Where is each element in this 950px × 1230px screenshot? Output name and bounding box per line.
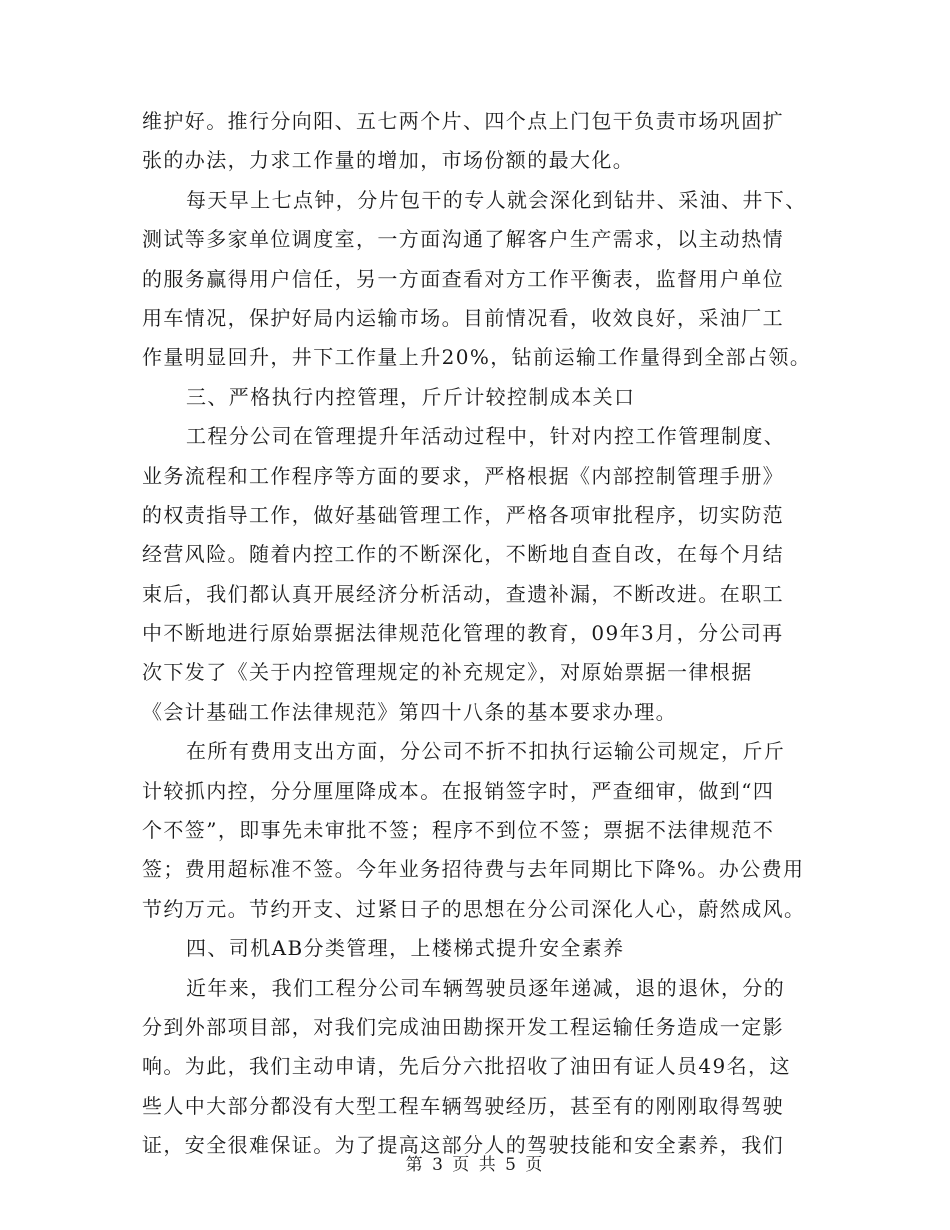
- text-line: 《会计基础工作法律规范》第四十八条的基本要求办理。: [142, 699, 677, 724]
- text-line: 响。为此，我们主动申请，先后分六批招收了油田有证人员49名，这: [142, 1054, 791, 1079]
- text-line: 束后，我们都认真开展经济分析活动，查遗补漏，不断改进。在职工: [142, 581, 784, 606]
- text-line: 维护好。推行分向阳、五七两个片、四个点上门包干负责市场巩固扩: [142, 109, 784, 133]
- text-line: 分到外部项目部，对我们完成油田勘探开发工程运输任务造成一定影: [142, 1014, 784, 1039]
- text-line: 测试等多家单位调度室，一方面沟通了解客户生产需求，以主动热情: [142, 227, 784, 252]
- text-line: 节约万元。节约开支、过紧日子的思想在分公司深化人心，蔚然成风。: [142, 896, 806, 921]
- text-line: 业务流程和工作程序等方面的要求，严格根据《内部控制管理手册》: [142, 463, 784, 488]
- text-line: 些人中大部分都没有大型工程车辆驾驶经历，甚至有的刚刚取得驾驶: [142, 1093, 784, 1118]
- text-line: 计较抓内控，分分厘厘降成本。在报销签字时，严查细审，做到“四: [142, 778, 775, 803]
- text-line: 张的办法，力求工作量的增加，市场份额的最大化。: [142, 148, 635, 173]
- section-heading: 三、严格执行内控管理，斤斤计较控制成本关口: [186, 384, 636, 409]
- text-line: 近年来，我们工程分公司车辆驾驶员逐年递减，退的退休，分的: [186, 975, 786, 1000]
- text-line: 工程分公司在管理提升年活动过程中，针对内控工作管理制度、: [186, 424, 786, 449]
- text-line: 的权责指导工作，做好基础管理工作，严格各项审批程序，切实防范: [142, 502, 784, 527]
- document-body: [142, 102, 812, 1166]
- text-line: 作量明显回升，井下工作量上升20%，钻前运输工作量得到全部占领。: [142, 345, 812, 370]
- text-line: 用车情况，保护好局内运输市场。目前情况看，收效良好，采油厂工: [142, 305, 784, 330]
- text-line: 经营风险。随着内控工作的不断深化，不断地自查自改，在每个月结: [142, 542, 784, 567]
- text-line: 每天早上七点钟，分片包干的专人就会深化到钻井、采油、井下、: [186, 187, 807, 212]
- page-number-footer: 第 3 页 共 5 页: [405, 1155, 545, 1175]
- text-line: 签；费用超标准不签。今年业务招待费与去年同期比下降%。办公费用: [142, 857, 805, 882]
- text-line: 个不签”，即事先未审批不签；程序不到位不签；票据不法律规范不: [142, 818, 775, 843]
- section-heading: 四、司机AB分类管理，上楼梯式提升安全素养: [186, 936, 625, 961]
- text-line: 中不断地进行原始票据法律规范化管理的教育，09年3月，分公司再: [142, 621, 784, 646]
- text-line: 次下发了《关于内控管理规定的补充规定》，对原始票据一律根据: [142, 660, 753, 685]
- text-line: 证，安全很难保证。为了提高这部分人的驾驶技能和安全素养，我们: [142, 1133, 784, 1158]
- text-line: 在所有费用支出方面，分公司不折不扣执行运输公司规定，斤斤: [186, 739, 786, 764]
- text-line: 的服务赢得用户信任，另一方面查看对方工作平衡表，监督用户单位: [142, 266, 784, 291]
